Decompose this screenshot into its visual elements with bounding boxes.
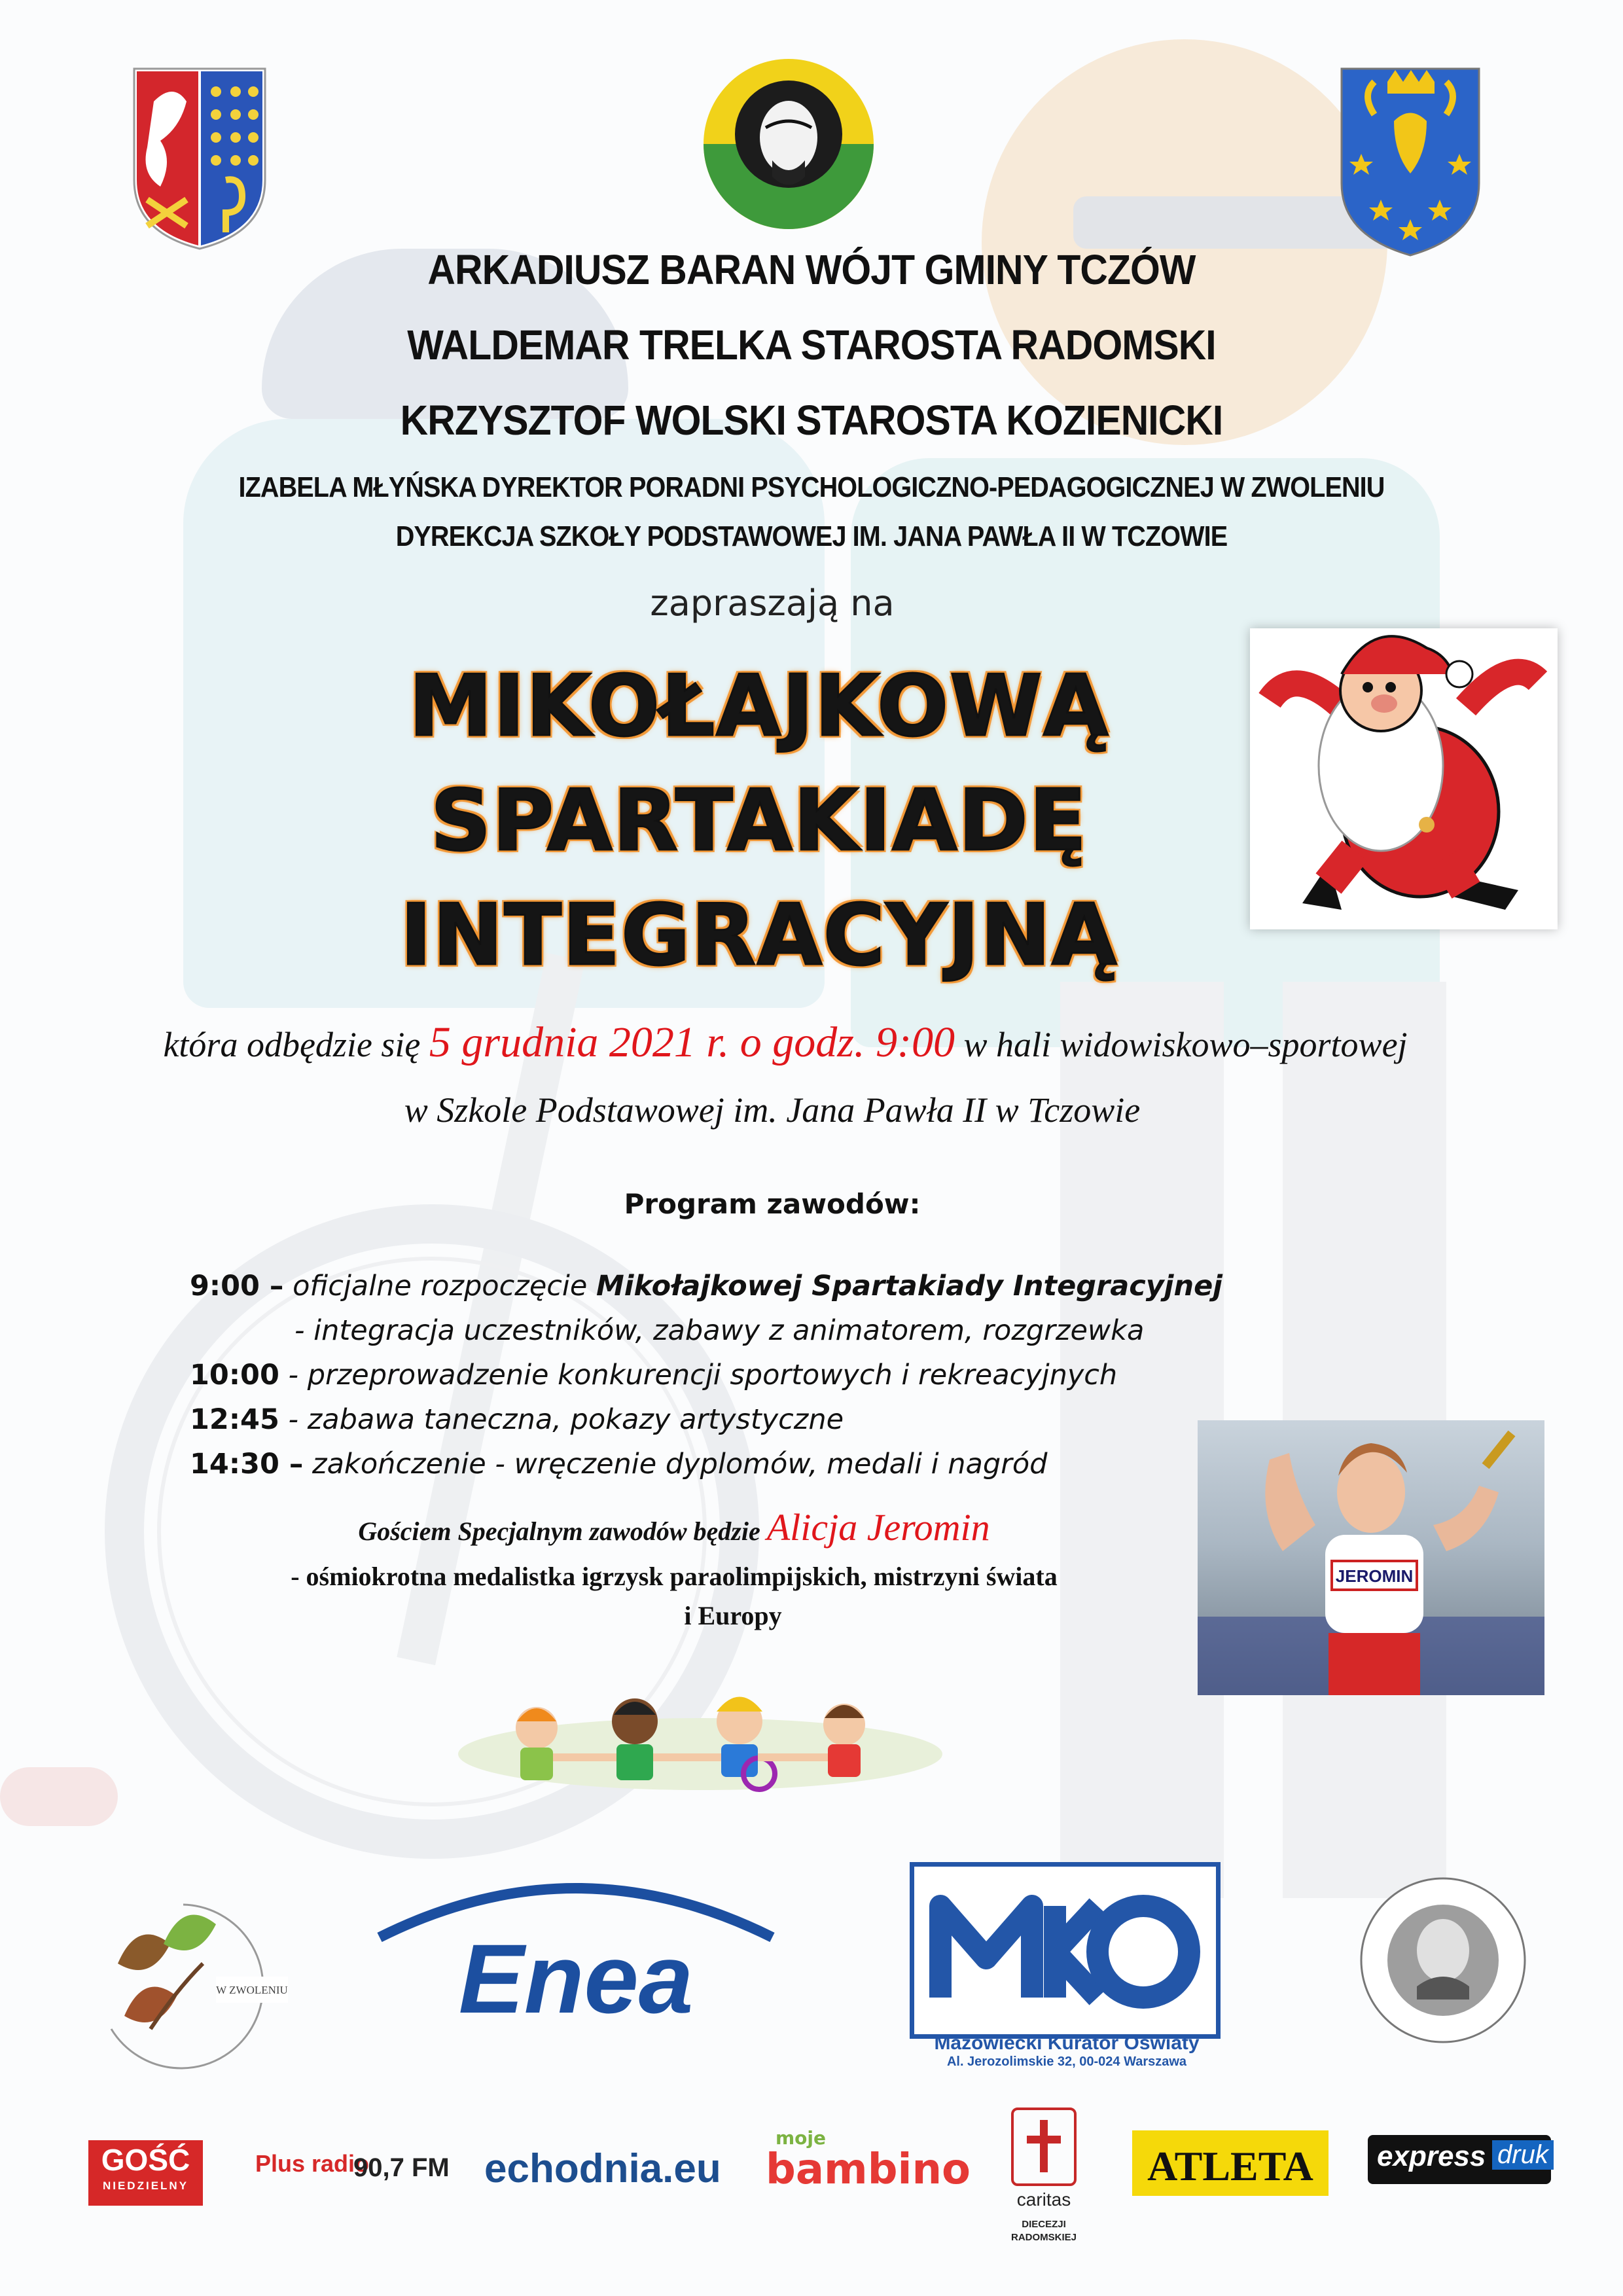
radio-frequency: 90,7 FM	[353, 2153, 450, 2182]
mko-address: Al. Jerozolimskie 32, 00-024 Warszawa	[946, 2054, 1187, 2069]
organizer-line-2: WALDEMAR TRELKA STAROSTA RADOMSKI	[407, 321, 1216, 368]
background-shape	[0, 1767, 118, 1826]
mko-caption	[890, 2029, 1243, 2070]
program-text: - zabawa taneczna, pokazy artystyczne	[288, 1403, 844, 1436]
program-text-bold: Mikołajkowej Spartakiady Integracyjnej	[596, 1270, 1223, 1302]
school-seal-icon	[1358, 1875, 1528, 2045]
mko-logo-box	[910, 1862, 1221, 2039]
plus-radio-logo: Plus radio	[255, 2150, 370, 2177]
moje-text: moje	[776, 2127, 826, 2149]
program-time: 9:00 –	[190, 1270, 284, 1302]
svg-text:W ZWOLENIU: W ZWOLENIU	[216, 1984, 288, 1996]
kozienice-county-crest-icon	[1335, 62, 1486, 259]
title-line-2: SPARTAKIADĘ	[430, 772, 1088, 870]
organizer-line-3: KRZYSZTOF WOLSKI STAROSTA KOZIENICKI	[400, 397, 1223, 444]
caritas-sub1: DIECEZJI	[1022, 2219, 1066, 2230]
title-line-1: MIKOŁAJKOWĄ	[408, 658, 1110, 755]
enea-logo-icon	[366, 1865, 785, 2029]
program-item	[190, 1448, 1047, 1480]
event-date: 5 grudnia 2021 r. o godz. 9:00	[429, 1018, 955, 1066]
program-item	[294, 1314, 1144, 1347]
gosc-text: GOŚĆ	[101, 2143, 190, 2177]
program-time: 10:00	[190, 1359, 279, 1391]
atleta-logo: ATLETA	[1132, 2130, 1329, 2196]
gosc-sub-text: NIEDZIELNY	[102, 2179, 189, 2192]
organizer-line-5: DYREKCJA SZKOŁY PODSTAWOWEJ IM. JANA PAWŁA II W TCZOWIE	[395, 520, 1228, 552]
program-time: 14:30 –	[190, 1448, 304, 1480]
program-item	[190, 1270, 1222, 1302]
organizer-line-4: IZABELA MŁYŃSKA DYREKTOR PORADNI PSYCHOLOGICZNO-PEDAGOGICZNEJ W ZWOLENIU	[238, 471, 1385, 503]
when-suffix: w hali widowiskowo–sportowej	[963, 1025, 1408, 1064]
enea-text: Enea	[458, 1924, 694, 2029]
express-druk-logo	[1368, 2135, 1551, 2184]
bambino-logo: bambino	[766, 2145, 971, 2194]
event-when-line	[0, 1018, 1597, 1067]
when-prefix: która odbędzie się	[163, 1025, 421, 1064]
athlete-figure-icon	[1198, 1420, 1544, 1695]
athlete-photo	[1198, 1420, 1544, 1695]
mko-name: Mazowiecki Kurator Oświaty	[934, 2032, 1200, 2054]
santa-claus-icon	[1250, 628, 1558, 929]
program-time: 12:45	[190, 1403, 279, 1436]
guest-description-1: - ośmiokrotna medalistka igrzysk paraolimpijskich, mistrzyni świata	[291, 1562, 1058, 1591]
guest-line	[216, 1505, 1132, 1549]
caritas-text: caritas	[1016, 2189, 1071, 2210]
gosc-niedzielny-logo	[88, 2140, 203, 2206]
caritas-cross-icon	[1011, 2108, 1077, 2186]
invite-text: zapraszają na	[650, 583, 895, 624]
guest-description-2: i Europy	[684, 1601, 782, 1630]
event-location: w Szkole Podstawowej im. Jana Pawła II w Tczowie	[404, 1090, 1141, 1130]
echodnia-logo: echodnia.eu	[484, 2146, 721, 2191]
radom-county-crest-icon	[128, 62, 272, 252]
program-text: - integracja uczestników, zabawy z animatorem, rozgrzewka	[294, 1314, 1145, 1347]
guest-prefix: Gościem Specjalnym zawodów będzie	[358, 1516, 760, 1546]
organizer-line-1: ARKADIUSZ BARAN WÓJT GMINY TCZÓW	[427, 246, 1196, 293]
program-text: zakończenie - wręczenie dyplomów, medali i nagród	[312, 1448, 1048, 1480]
express-text: express	[1377, 2140, 1486, 2172]
program-text: oficjalne rozpoczęcie	[293, 1270, 588, 1302]
children-holding-hands-icon	[452, 1682, 949, 1793]
jesus-badge-icon	[700, 56, 877, 232]
druk-text: druk	[1492, 2140, 1554, 2170]
program-text: - przeprowadzenie konkurencji sportowych i rekreacyjnych	[288, 1359, 1118, 1391]
program-heading: Program zawodów:	[624, 1188, 921, 1220]
program-item	[190, 1403, 844, 1436]
poradnia-logo-icon	[72, 1865, 301, 2094]
caritas-sub2: RADOMSKIEJ	[1010, 2232, 1077, 2243]
title-line-3: INTEGRACYJNĄ	[400, 887, 1118, 984]
santa-image-frame	[1250, 628, 1558, 929]
mko-letters-icon	[914, 1867, 1216, 2034]
guest-name: Alicja Jeromin	[766, 1506, 990, 1549]
program-item	[190, 1359, 1117, 1391]
athlete-bib: JEROMIN	[1335, 1566, 1414, 1586]
